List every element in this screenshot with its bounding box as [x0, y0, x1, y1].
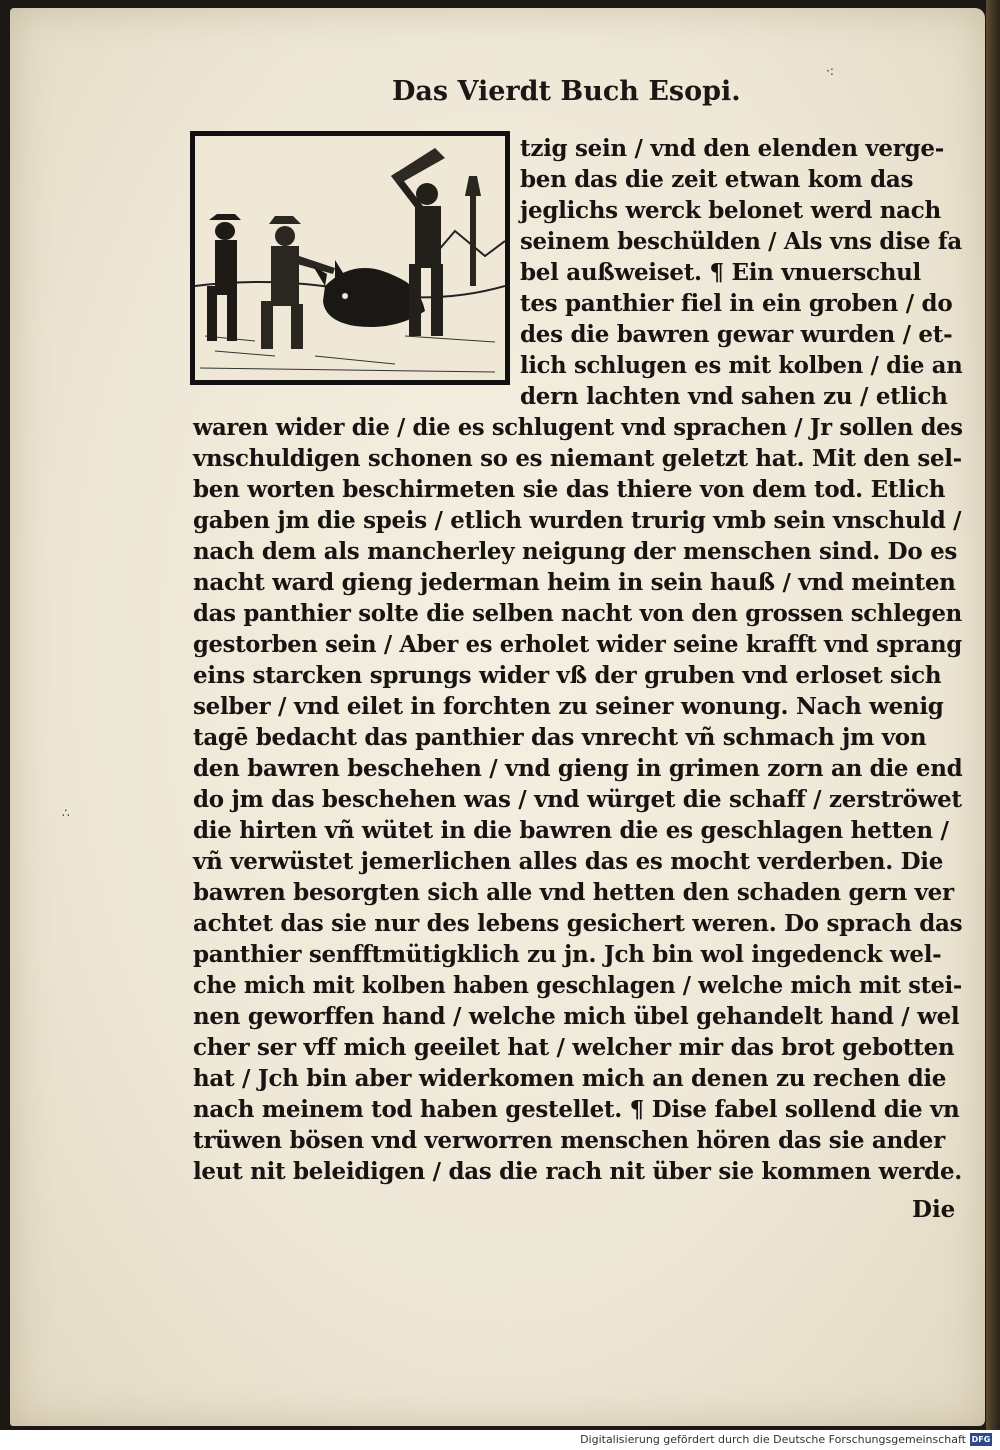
text-line: tzig sein / vnd den elenden verge- [520, 135, 944, 162]
text-line: cher ser vff mich geeilet hat / welcher mir das brot gebotten [193, 1034, 955, 1061]
text-line: des die bawren gewar wurden / et- [520, 321, 953, 348]
text-line: hat / Jch bin aber widerkomen mich an denen zu rechen die [193, 1065, 947, 1092]
text-line: nacht ward gieng jederman heim in sein hauß / vnd meinten [193, 569, 956, 596]
text-line: waren wider die / die es schlugent vnd sprachen / Jr sollen des [193, 414, 963, 441]
text-line: ben das die zeit etwan kom das [520, 166, 914, 193]
catchword: Die [912, 1196, 956, 1223]
text-line: den bawren beschehen / vnd gieng in grimen zorn an die end [193, 755, 963, 782]
text-line: nen geworffen hand / welche mich übel gehandelt hand / wel [193, 1003, 960, 1030]
text-line: vnschuldigen schonen so es niemant geletzt hat. Mit den sel- [193, 445, 962, 472]
text-line: bawren besorgten sich alle vnd hetten den schaden gern ver [193, 879, 954, 906]
text-line: selber / vnd eilet in forchten zu seiner wonung. Nach wenig [193, 693, 944, 720]
text-line: nach meinem tod haben gestellet. ¶ Dise fabel sollend die vn [193, 1096, 960, 1123]
text-line: nach dem als mancherley neigung der menschen sind. Do es [193, 538, 958, 565]
text-line: do jm das beschehen was / vnd würget die schaff / zerströwet [193, 786, 962, 813]
text-line: tes panthier fiel in ein groben / do [520, 290, 953, 317]
text-line: dern lachten vnd sahen zu / etlich [520, 383, 948, 410]
text-line: seinem beschülden / Als vns dise fa [520, 228, 962, 255]
text-line: gestorben sein / Aber es erholet wider seine krafft vnd sprang [193, 631, 962, 658]
text-line: eins starcken sprungs wider vß der gruben vnd erloset sich [193, 662, 942, 689]
text-line: jeglichs werck belonet werd nach [520, 197, 941, 224]
text-line: vñ verwüstet jemerlichen alles das es mocht verderben. Die [193, 848, 944, 875]
text-line: gaben jm die speis / etlich wurden trurig vmb sein vnschuld / [193, 507, 962, 534]
text-line: che mich mit kolben haben geschlagen / welche mich mit stei- [193, 972, 962, 999]
text-line: ben worten beschirmeten sie das thiere von dem tod. Etlich [193, 476, 946, 503]
text-line: panthier senfftmütigklich zu jn. Jch bin wol ingedenck wel- [193, 941, 942, 968]
text-line: leut nit beleidigen / das die rach nit über sie kommen werde. [193, 1158, 962, 1185]
text-line: das panthier solte die selben nacht von den grossen schlegen [193, 600, 962, 627]
dfg-logo: DFG [971, 1435, 991, 1444]
text-line: trüwen bösen vnd verworren menschen hören das sie ander [193, 1127, 945, 1154]
text-line: achtet das sie nur des lebens gesichert weren. Do sprach das [193, 910, 963, 937]
text-line: lich schlugen es mit kolben / die an [520, 352, 963, 379]
text-line: tagē bedacht das panthier das vnrecht vñ schmach jm von [193, 724, 927, 751]
ink-speck: ∴ [62, 806, 70, 820]
running-head: Das Vierdt Buch Esopi. [392, 76, 741, 107]
text-line: die hirten vñ wütet in die bawren die es geschlagen hetten / [193, 817, 949, 844]
footer-credit: Digitalisierung gefördert durch die Deutsche Forschungsgemeinschaft [580, 1433, 966, 1446]
text-line: bel außweiset. ¶ Ein vnuerschul [520, 259, 921, 286]
ink-speck: ·: [826, 64, 834, 78]
